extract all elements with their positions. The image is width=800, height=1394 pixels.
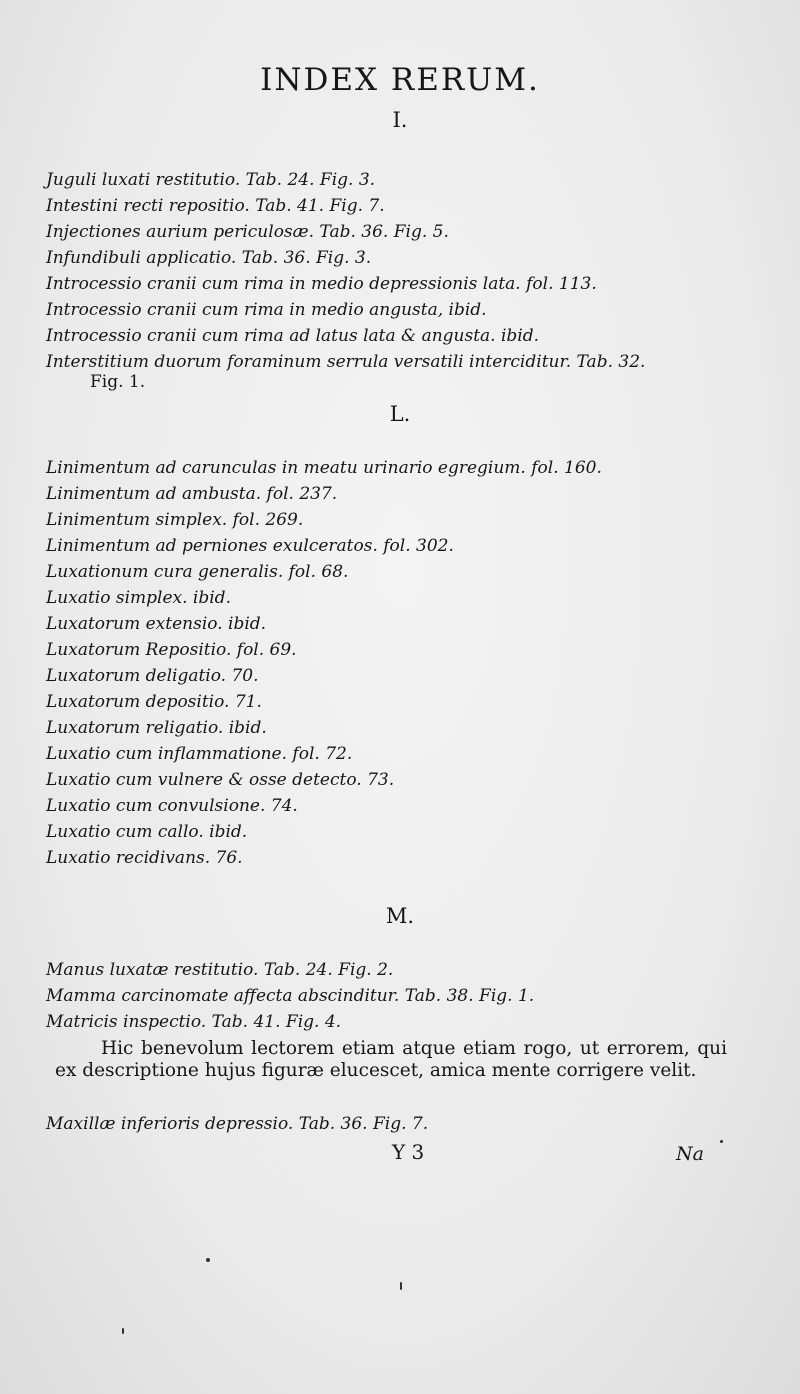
index-entry: Manus luxatæ restitutio. Tab. 24. Fig. 2. bbox=[46, 960, 394, 980]
index-entry: Luxatio simplex. ibid. bbox=[46, 588, 231, 608]
index-entry: Luxatio cum callo. ibid. bbox=[46, 822, 248, 842]
index-entry: Luxatorum extensio. ibid. bbox=[46, 614, 267, 634]
catchword: Na bbox=[676, 1143, 704, 1165]
index-entry: Luxatio cum vulnere & osse detecto. 73. bbox=[46, 770, 395, 790]
index-entry: Introcessio cranii cum rima in medio depressionis lata. fol. 113. bbox=[46, 274, 597, 294]
index-entry-continuation: Fig. 1. bbox=[90, 372, 146, 392]
index-entry: Mamma carcinomate affecta abscinditur. Tab. 38. Fig. 1. bbox=[46, 986, 535, 1006]
index-entry: Matricis inspectio. Tab. 41. Fig. 4. bbox=[46, 1012, 342, 1032]
ink-speck bbox=[206, 1258, 210, 1262]
index-entry-text: Interstitium duorum foraminum serrula versatili interciditur. Tab. 32. bbox=[46, 352, 646, 372]
index-entry: Luxatio cum inflammatione. fol. 72. bbox=[46, 744, 353, 764]
errata-note: Hic benevolum lectorem etiam atque etiam rogo, ut errorem, qui ex descriptione hujus figuræ elucescet, amica mente corrigere velit. bbox=[55, 1038, 727, 1081]
signature-mark: Y 3 bbox=[392, 1140, 425, 1164]
index-entry: Luxatio cum convulsione. 74. bbox=[46, 796, 298, 816]
index-entry: Luxationum cura generalis. fol. 68. bbox=[46, 562, 349, 582]
ink-speck bbox=[400, 1282, 402, 1290]
index-entry: Luxatorum religatio. ibid. bbox=[46, 718, 267, 738]
index-entry: Introcessio cranii cum rima in medio angusta, ibid. bbox=[46, 300, 487, 320]
section-letter-i: I. bbox=[392, 108, 408, 132]
index-entry: Linimentum ad perniones exulceratos. fol. 302. bbox=[46, 536, 454, 556]
ink-speck bbox=[720, 1140, 723, 1143]
index-entry: Linimentum ad carunculas in meatu urinario egregium. fol. 160. bbox=[46, 458, 602, 478]
index-entry: Luxatorum deligatio. 70. bbox=[46, 666, 259, 686]
index-entry: Linimentum ad ambusta. fol. 237. bbox=[46, 484, 338, 504]
section-letter-m: M. bbox=[385, 904, 415, 928]
ink-speck bbox=[122, 1328, 124, 1334]
index-entry: Luxatio recidivans. 76. bbox=[46, 848, 243, 868]
index-entry: Infundibuli applicatio. Tab. 36. Fig. 3. bbox=[46, 248, 372, 268]
index-entry: Juguli luxati restitutio. Tab. 24. Fig. 3. bbox=[46, 170, 376, 190]
index-entry: Introcessio cranii cum rima ad latus lata & angusta. ibid. bbox=[46, 326, 540, 346]
index-entry: Injectiones aurium periculosæ. Tab. 36. Fig. 5. bbox=[46, 222, 449, 242]
index-entry: Linimentum simplex. fol. 269. bbox=[46, 510, 304, 530]
index-entry: Maxillæ inferioris depressio. Tab. 36. Fig. 7. bbox=[46, 1114, 429, 1134]
page-title: INDEX RERUM. bbox=[260, 62, 540, 98]
index-entry-multiline bbox=[46, 352, 760, 392]
index-entry: Intestini recti repositio. Tab. 41. Fig. 7. bbox=[46, 196, 385, 216]
index-entry: Luxatorum Repositio. fol. 69. bbox=[46, 640, 297, 660]
index-entry: Luxatorum depositio. 71. bbox=[46, 692, 262, 712]
section-letter-l: L. bbox=[389, 402, 411, 426]
